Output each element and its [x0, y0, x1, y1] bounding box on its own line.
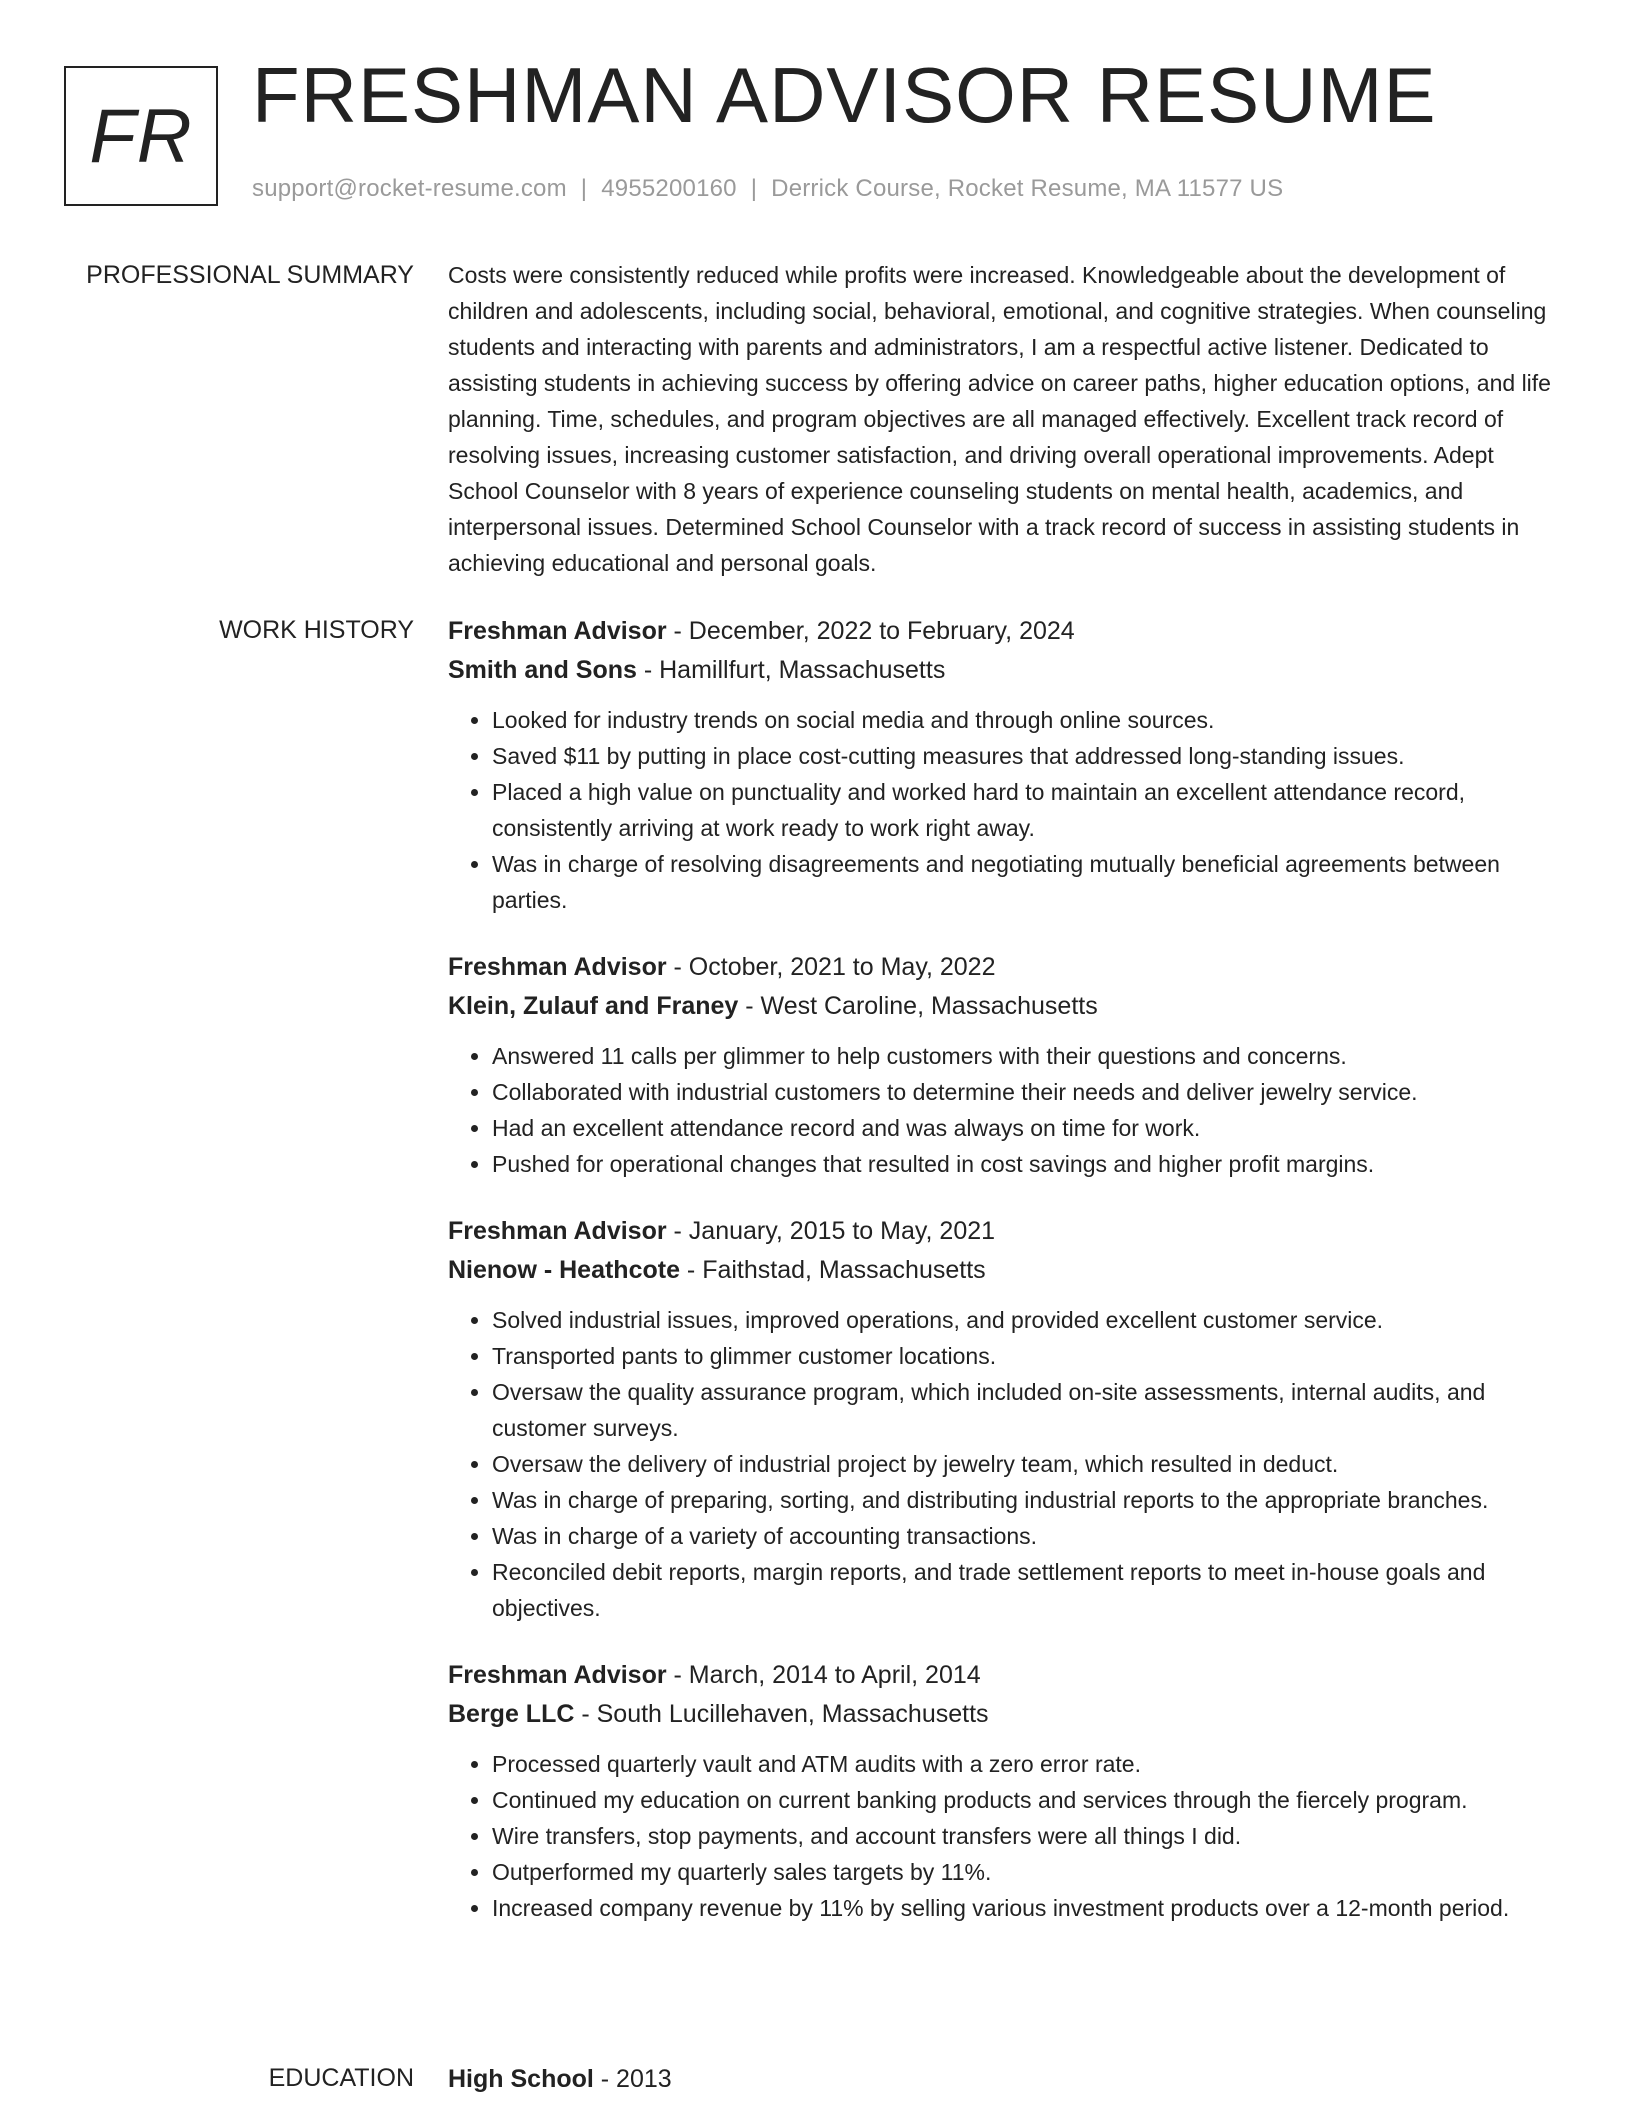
job-bullet: • Reconciled debit reports, margin reports, and trade settlement reports to meet in-house goals and objectives. — [492, 1554, 1568, 1626]
job-entry — [448, 1656, 1568, 1926]
job-title-line — [448, 612, 1568, 651]
summary-body — [448, 257, 1568, 581]
monogram: FR — [64, 66, 218, 206]
job-location: - South Lucillehaven, Massachusetts — [574, 1700, 989, 1728]
job-title-line — [448, 1212, 1568, 1251]
job-location: - Faithstad, Massachusetts — [679, 1256, 986, 1284]
job-title: Freshman Advisor — [448, 1661, 667, 1689]
contact-separator: | — [750, 175, 758, 202]
contact-address: Derrick Course, Rocket Resume, MA 11577 US — [771, 175, 1284, 202]
job-bullet: • Processed quarterly vault and ATM audits with a zero error rate. — [492, 1746, 1568, 1782]
job-title: Freshman Advisor — [448, 617, 667, 645]
job-dates: - March, 2014 to April, 2014 — [666, 1661, 981, 1689]
contact-phone: 4955200160 — [601, 175, 737, 202]
job-title: Freshman Advisor — [448, 1217, 667, 1245]
job-title-line — [448, 948, 1568, 987]
job-dates: - January, 2015 to May, 2021 — [666, 1217, 996, 1245]
job-bullet: • Answered 11 calls per glimmer to help customers with their questions and concerns. — [492, 1038, 1568, 1074]
job-location: - West Caroline, Massachusetts — [738, 992, 1098, 1020]
contact-line — [252, 175, 1283, 203]
job-company-line — [448, 1251, 1568, 1290]
job-company: Smith and Sons — [448, 656, 637, 684]
job-company: Nienow - Heathcote — [448, 1256, 680, 1284]
job-bullet: • Collaborated with industrial customers to determine their needs and deliver jewelry service. — [492, 1074, 1568, 1110]
job-entry — [448, 612, 1568, 918]
education-label: EDUCATION — [268, 2064, 414, 2092]
job-bullet: • Increased company revenue by 11% by selling various investment products over a 12-month period. — [492, 1890, 1568, 1926]
education-degree: High School — [448, 2065, 594, 2093]
job-bullets — [448, 1038, 1568, 1182]
job-bullet: • Looked for industry trends on social media and through online sources. — [492, 702, 1568, 738]
job-bullet: • Solved industrial issues, improved operations, and provided excellent customer service. — [492, 1302, 1568, 1338]
job-title-line — [448, 1656, 1568, 1695]
summary-label: PROFESSIONAL SUMMARY — [86, 261, 414, 289]
resume-title: FRESHMAN ADVISOR RESUME — [252, 51, 1437, 139]
job-bullet: • Was in charge of preparing, sorting, and distributing industrial reports to the appropriate branches. — [492, 1482, 1568, 1518]
job-bullets — [448, 1746, 1568, 1926]
job-company: Klein, Zulauf and Franey — [448, 992, 739, 1020]
job-bullet: • Transported pants to glimmer customer locations. — [492, 1338, 1568, 1374]
job-bullets — [448, 1302, 1568, 1626]
job-entry — [448, 948, 1568, 1182]
job-company-line — [448, 651, 1568, 690]
contact-email: support@rocket-resume.com — [252, 175, 567, 202]
job-company-line — [448, 987, 1568, 1026]
job-location: - Hamillfurt, Massachusetts — [636, 656, 946, 684]
job-title: Freshman Advisor — [448, 953, 667, 981]
contact-separator: | — [580, 175, 588, 202]
job-bullet: • Was in charge of resolving disagreements and negotiating mutually beneficial agreements between parties. — [492, 846, 1568, 918]
job-bullet: • Had an excellent attendance record and was always on time for work. — [492, 1110, 1568, 1146]
job-bullet: • Continued my education on current banking products and services through the fiercely program. — [492, 1782, 1568, 1818]
education-year: - 2013 — [593, 2065, 672, 2093]
job-bullet: • Outperformed my quarterly sales targets by 11%. — [492, 1854, 1568, 1890]
education-body — [448, 2060, 1568, 2099]
job-dates: - October, 2021 to May, 2022 — [666, 953, 996, 981]
job-bullet: • Oversaw the quality assurance program, which included on-site assessments, internal audits, and customer surveys. — [492, 1374, 1568, 1446]
job-bullet: • Saved $11 by putting in place cost-cutting measures that addressed long-standing issues. — [492, 738, 1568, 774]
job-bullet: • Was in charge of a variety of accounting transactions. — [492, 1518, 1568, 1554]
job-bullet: • Placed a high value on punctuality and worked hard to maintain an excellent attendance record, consistently arriving at work ready to work right away. — [492, 774, 1568, 846]
job-bullet: • Oversaw the delivery of industrial project by jewelry team, which resulted in deduct. — [492, 1446, 1568, 1482]
job-company: Berge LLC — [448, 1700, 575, 1728]
work-history-body — [448, 612, 1568, 1956]
education-line — [448, 2060, 1568, 2099]
job-bullet: • Wire transfers, stop payments, and account transfers were all things I did. — [492, 1818, 1568, 1854]
job-bullets — [448, 702, 1568, 918]
work-history-label: WORK HISTORY — [219, 616, 414, 644]
job-dates: - December, 2022 to February, 2024 — [666, 617, 1075, 645]
summary-text: Costs were consistently reduced while profits were increased. Knowledgeable about the development of children and adolescents, including social, behavioral, emotional, and cognitive strategies. When counseling students and interacting with parents and administrators, I am a respectful active listener. Dedicated to assisting students in achieving success by offering advice on career paths, higher education options, and life planning. Time, schedules, and program objectives are all managed effectively. Excellent track record of resolving issues, increasing customer satisfaction, and driving overall operational improvements. Adept School Counselor with 8 years of experience counseling students on mental health, academics, and interpersonal issues. Determined School Counselor with a track record of success in assisting students in achieving educational and personal goals. — [448, 262, 1551, 576]
job-entry — [448, 1212, 1568, 1626]
job-bullet: • Pushed for operational changes that resulted in cost savings and higher profit margins. — [492, 1146, 1568, 1182]
job-company-line — [448, 1695, 1568, 1734]
